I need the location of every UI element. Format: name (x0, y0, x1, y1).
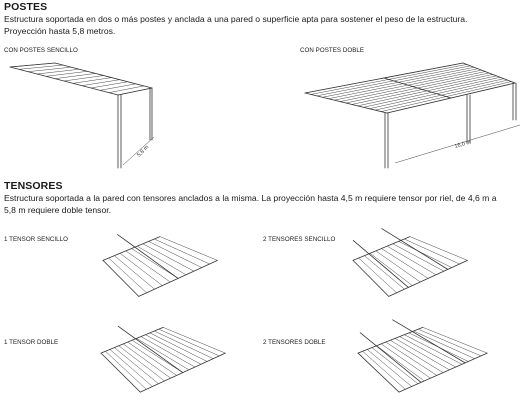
caption-2-tensores-sencillo: 2 TENSORES SENCILLO (263, 236, 336, 243)
postes-description-line1: Estructura soportada en dos o más postes y anclada a una pared o superficie apta para sostener el peso de la estructura. (4, 14, 468, 24)
caption-1-tensor-doble: 1 TENSOR DOBLE (4, 339, 59, 346)
caption-con-postes-sencillo: CON POSTES SENCILLO (4, 47, 78, 54)
tensores-description-line2: 5,8 m requiere doble tensor. (4, 205, 112, 215)
caption-1-tensor-sencillo: 1 TENSOR SENCILLO (4, 236, 69, 243)
caption-con-postes-doble: CON POSTES DOBLE (300, 47, 365, 54)
tensores-description-line1: Estructura soportada a la pared con tensores anclados a la misma. La proyección hasta 4,5 m requiere tensor por riel, de 4,6 m a (4, 193, 497, 203)
pergola-1-tensor-sencillo-illustration (95, 228, 220, 300)
pergola-1-tensor-doble-illustration (93, 318, 228, 396)
pergola-2-tensores-doble-illustration (350, 318, 490, 396)
caption-2-tensores-doble: 2 TENSORES DOBLE (263, 339, 326, 346)
pergola-postes-doble-illustration (295, 55, 530, 175)
postes-description-line2: Proyección hasta 5,8 metros. (4, 26, 116, 36)
dimension-16-0-m: 16,0 m (453, 139, 472, 150)
dimension-5-8-m: 5,8 m (136, 144, 151, 159)
pergola-2-tensores-sencillo-illustration (345, 228, 470, 300)
pergola-postes-sencillo-illustration (0, 55, 200, 175)
tensores-heading: TENSORES (4, 180, 63, 192)
postes-heading: POSTES (4, 1, 48, 13)
